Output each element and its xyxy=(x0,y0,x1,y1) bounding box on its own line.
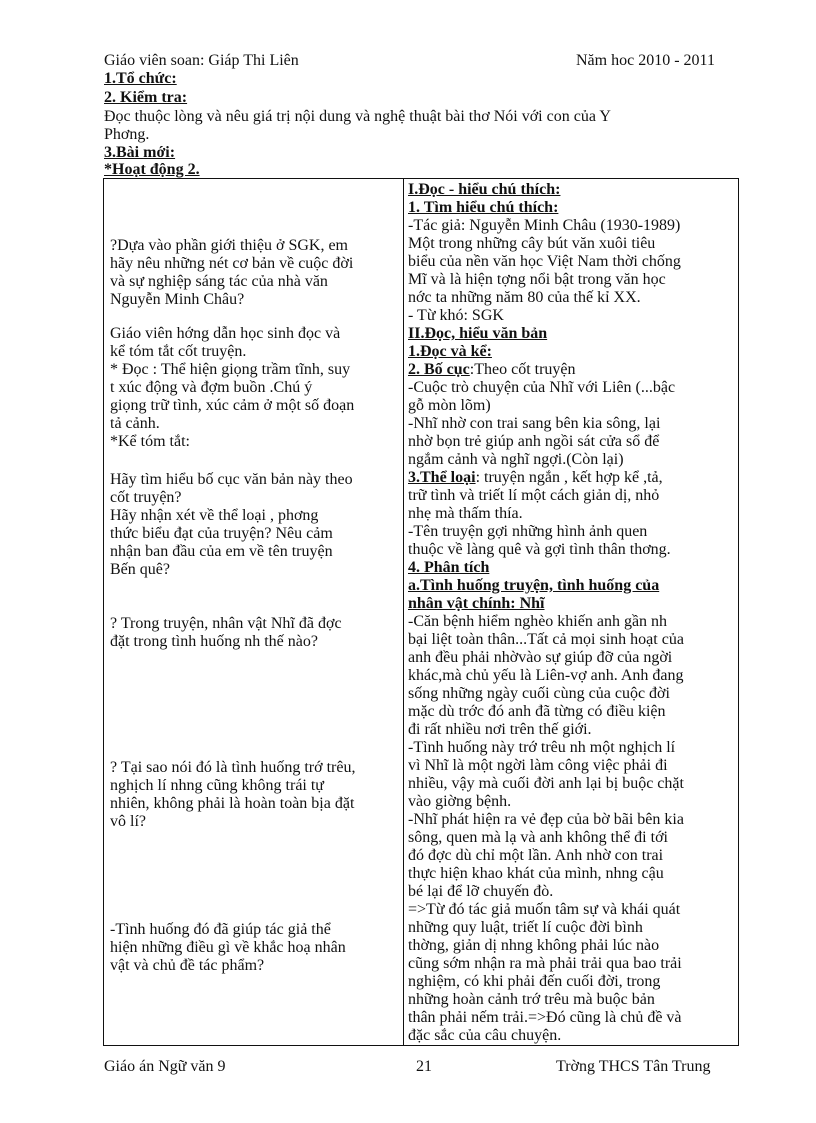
lesson-table xyxy=(103,178,739,1046)
text-line: - Từ khó: SGK xyxy=(408,307,504,324)
teacher-questions-column xyxy=(104,179,404,1046)
question-theme xyxy=(110,921,397,975)
text-line: ngắm cảnh và nghĩ ngợi.(Còn lại) xyxy=(408,451,624,468)
text-line: thuộc về làng quê và gợi tình thân thơng. xyxy=(408,541,671,558)
text-line: đặc sắc của câu chuyện. xyxy=(408,1027,562,1044)
text-line: t xúc động và đợm buồn .Chú ý xyxy=(110,379,313,396)
text-line: bại liệt toàn thân...Tất cả mọi sinh hoạt của xyxy=(408,631,684,648)
structure-line xyxy=(408,361,730,379)
text-line: -Tình huống này trớ trêu nh một nghịch lí xyxy=(408,739,676,756)
text-line: thực hiện khao khát của mình, nhng cậu xyxy=(408,865,664,882)
text-line: giọng trữ tình, xúc cảm ở một số đoạn xyxy=(110,397,355,414)
text-line: nhiên, không phải là hoàn toàn bịa đặt xyxy=(110,795,355,812)
text-line: nhiều, vậy mà cuối đời anh lại bị buộc chặt xyxy=(408,775,684,792)
text-line: *Kể tóm tắt: xyxy=(110,433,190,450)
text-line: khác,mà chủ yếu là Liên-vợ anh. Anh đang xyxy=(408,667,684,684)
text-line: Hãy tìm hiểu bố cục văn bản này theo xyxy=(110,471,353,488)
heading-analysis: II.Đọc, hiểu văn bản xyxy=(408,325,548,342)
text-line: ?Dựa vào phần giới thiệu ở SGK, em xyxy=(110,237,348,254)
text-line: nghiệm, có khi phải đến cuối đời, trong xyxy=(408,973,661,990)
text-line: -Cuộc trò chuyện của Nhĩ với Liên (...bậc xyxy=(408,379,676,396)
text-line: tả cảnh. xyxy=(110,415,160,432)
question-structure xyxy=(110,471,397,579)
text-line: cũng sớm nhận ra mà phải trải qua bao trải xyxy=(408,955,682,972)
text-line: gỗ mòn lõm) xyxy=(408,397,491,414)
text-line: Bến quê? xyxy=(110,561,170,578)
text-line: đi rất nhiều nơi trên thế giới. xyxy=(408,721,592,738)
text-line: -Căn bệnh hiểm nghèo khiến anh gần nh xyxy=(408,613,668,630)
question-situation xyxy=(110,615,397,651)
text-line: nghịch lí nhng cũng không trái tự xyxy=(110,777,324,794)
text-line: vì Nhĩ là một ngời làm công việc phải đi xyxy=(408,757,668,774)
text-line: -Tình huống đó đã giúp tác giả thể xyxy=(110,921,331,938)
text-line: những hoàn cảnh trớ trêu mà buộc bản xyxy=(408,991,655,1008)
section-organization: 1.Tổ chức: xyxy=(104,70,177,87)
content-part-1 xyxy=(408,181,730,1045)
text-line: biểu của nền văn học Việt Nam thời chống xyxy=(408,253,681,270)
lesson-content-column xyxy=(404,179,739,1046)
section-check: 2. Kiểm tra: xyxy=(104,89,188,106)
text-line: trữ tình và triết lí một cách giản dị, nhỏ xyxy=(408,487,660,504)
footer-school: Trờng THCS Tân Trung xyxy=(556,1058,711,1075)
text-line: -Tên truyện gợi những hình ảnh quen xyxy=(408,523,648,540)
reading-guide xyxy=(110,325,397,451)
heading-reading: I.Đọc - hiểu chú thích: xyxy=(408,181,561,198)
text-line: Mĩ và là hiện tợng nổi bật trong văn học xyxy=(408,271,666,288)
text-line: -Nhĩ nhờ con trai sang bên kia sông, lại xyxy=(408,415,661,432)
text-line: ? Tại sao nói đó là tình huống trớ trêu, xyxy=(110,759,356,776)
section-new-lesson: 3.Bài mới: xyxy=(104,144,176,161)
text-line: sông, quen mà lạ và anh không thể đi tới xyxy=(408,829,668,846)
structure-text: :Theo cốt truyện xyxy=(469,361,576,378)
text-line: hãy nêu những nét cơ bản về cuộc đời xyxy=(110,255,354,272)
text-line: -Tác giả: Nguyễn Minh Châu (1930-1989) xyxy=(408,217,681,234)
text-line: đặt trong tình huống nh thế nào? xyxy=(110,633,318,650)
heading-analysis-4: 4. Phân tích xyxy=(408,559,490,576)
text-line: sống những ngày cuối cùng của cuộc đời xyxy=(408,685,670,702)
text-line: vật và chủ đề tác phẩm? xyxy=(110,957,265,974)
text-line: thức biểu đạt của truyện? Nêu cảm xyxy=(110,525,333,542)
heading-situation-2: nhân vật chính: Nhĩ xyxy=(408,595,545,612)
activity-heading: *Hoạt động 2. xyxy=(104,161,200,178)
text-line: bé lại để lỡ chuyến đò. xyxy=(408,883,554,900)
text-line: nớc ta những năm 80 của thế kỉ XX. xyxy=(408,289,641,306)
text-line: những quy luật, triết lí cuộc đời bình xyxy=(408,919,643,936)
text-line: vô lí? xyxy=(110,813,146,830)
question-irony xyxy=(110,759,397,831)
text-line: Giáo viên hớng dẫn học sinh đọc và xyxy=(110,325,341,342)
text-line: thờng, giản dị nhng không phải lúc nào xyxy=(408,937,660,954)
check-text xyxy=(104,108,734,144)
text-line: nhờ bọn trẻ giúp anh ngồi sát cửa sổ để xyxy=(408,433,660,450)
heading-situation: a.Tình huống truyện, tình huống của xyxy=(408,577,660,594)
text-line: đó đợc dù chỉ một lần. Anh nhờ con trai xyxy=(408,847,664,864)
genre-line xyxy=(408,469,730,487)
check-text-line-2: Phơng. xyxy=(104,126,150,143)
teacher-name: Giáo viên soan: Giáp Thi Liên xyxy=(104,52,299,69)
check-text-line-1: Đọc thuộc lòng và nêu giá trị nội dung và nghệ thuật bài thơ Nói với con của Y xyxy=(104,108,611,125)
question-author xyxy=(110,237,397,309)
text-line: mặc dù trớc đó anh đã từng có điều kiện xyxy=(408,703,666,720)
text-line: Một trong những cây bút văn xuôi tiêu xyxy=(408,235,656,252)
heading-read-tell: 1.Đọc và kể: xyxy=(408,343,492,360)
heading-notes: 1. Tìm hiểu chú thích: xyxy=(408,199,559,216)
text-line: và sự nghiệp sáng tác của nhà văn xyxy=(110,273,328,290)
school-year: Năm hoc 2010 - 2011 xyxy=(576,52,715,69)
text-line: nhận ban đầu của em về tên truyện xyxy=(110,543,333,560)
text-line: cốt truyện? xyxy=(110,489,182,506)
text-line: Nguyễn Minh Châu? xyxy=(110,291,245,308)
text-line: =>Từ đó tác giả muốn tâm sự và khái quát xyxy=(408,901,681,918)
text-line: hiện những điều gì về khắc hoạ nhân xyxy=(110,939,346,956)
page-number: 21 xyxy=(416,1058,432,1075)
text-line: -Nhĩ phát hiện ra vẻ đẹp của bờ bãi bên kia xyxy=(408,811,684,828)
heading-genre: 3.Thể loại xyxy=(408,469,476,486)
text-line: vào giờng bệnh. xyxy=(408,793,512,810)
text-line: anh đều phải nhờvào sự giúp đỡ của ngời xyxy=(408,649,673,666)
footer-subject: Giáo án Ngữ văn 9 xyxy=(104,1058,226,1075)
text-line: * Đọc : Thể hiện giọng trầm tĩnh, suy xyxy=(110,361,351,378)
text-line: Hãy nhận xét về thể loại , phơng xyxy=(110,507,319,524)
text-line: nhẹ mà thấm thía. xyxy=(408,505,523,522)
text-line: thân phải nếm trải.=>Đó cũng là chủ đề và xyxy=(408,1009,682,1026)
text-line: ? Trong truyện, nhân vật Nhĩ đã đợc xyxy=(110,615,342,632)
genre-text: : truyện ngắn , kết hợp kể ,tả, xyxy=(475,469,663,486)
heading-structure: 2. Bố cục xyxy=(408,361,470,378)
text-line: kể tóm tắt cốt truyện. xyxy=(110,343,247,360)
